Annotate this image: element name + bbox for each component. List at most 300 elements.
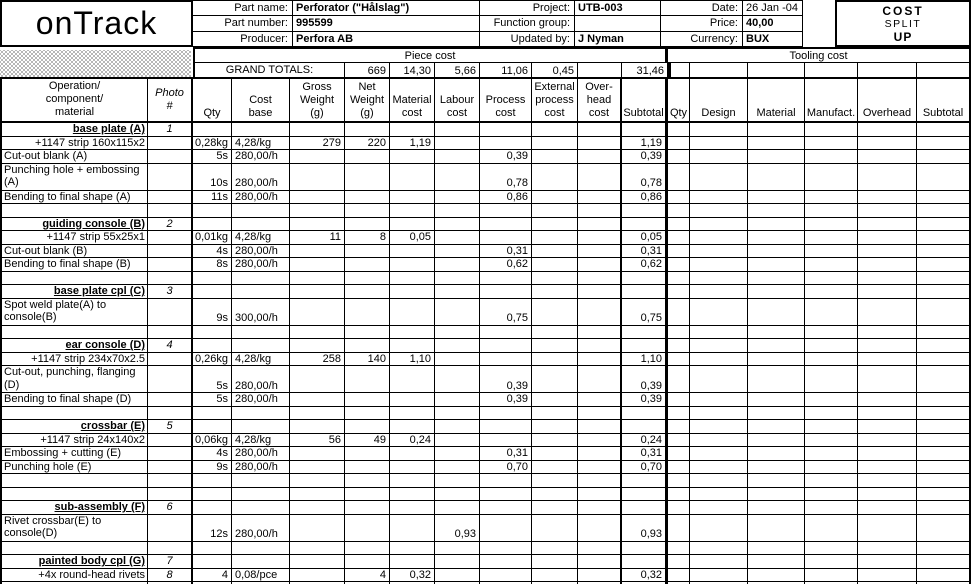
column-header-tmanuf: Manufact. (805, 79, 858, 121)
cell-tdesign (690, 326, 748, 339)
cell-tmat (748, 204, 805, 217)
cell-sub (622, 339, 668, 352)
cell-mat (390, 150, 435, 163)
cell-qty (193, 474, 232, 487)
cell-tmanuf (805, 326, 858, 339)
cell-toh (858, 434, 917, 447)
cell-proc: 0,78 (480, 164, 532, 190)
cell-photo-number: 6 (148, 501, 193, 514)
grand-total-material-cost: 14,30 (390, 63, 435, 77)
cell-net (345, 501, 390, 514)
cell-toh (858, 285, 917, 298)
table-row (0, 501, 971, 515)
cell-toh (858, 515, 917, 541)
cell-photo-number (148, 299, 193, 325)
cell-tmanuf (805, 285, 858, 298)
cell-tqty (668, 447, 690, 460)
cell-mat (390, 204, 435, 217)
cell-tdesign (690, 569, 748, 582)
cell-lab (435, 407, 480, 420)
cell-qty (193, 272, 232, 285)
cell-ext (532, 515, 578, 541)
ontrack-logo (0, 0, 193, 47)
cell-toh (858, 501, 917, 514)
cell-toh (858, 339, 917, 352)
banner-line-split: SPLIT (884, 18, 922, 30)
cell-toh (858, 555, 917, 568)
cell-sub (622, 555, 668, 568)
cell-section-title: crossbar (E) (0, 420, 148, 433)
cell-lab (435, 569, 480, 582)
cell-mat (390, 420, 435, 433)
column-header-base: Cost base (232, 79, 290, 121)
cell-mat (390, 285, 435, 298)
cell-tsub (917, 569, 971, 582)
cell-toh (858, 569, 917, 582)
cell-proc (480, 339, 532, 352)
cell-oh (578, 420, 622, 433)
cell-net (345, 191, 390, 204)
project-value: UTB-003 (575, 1, 661, 16)
cell-oh (578, 204, 622, 217)
table-row (0, 285, 971, 299)
cell-photo-number (148, 191, 193, 204)
cell-operation (0, 474, 148, 487)
cell-operation: Embossing + cutting (E) (0, 447, 148, 460)
cell-net (345, 515, 390, 541)
cell-tdesign (690, 339, 748, 352)
hatched-area (0, 50, 191, 77)
cell-base (232, 285, 290, 298)
cell-gross (290, 366, 345, 392)
cell-tqty (668, 407, 690, 420)
cell-gross (290, 488, 345, 501)
cell-qty: 9s (193, 299, 232, 325)
cell-proc (480, 542, 532, 555)
cell-sub: 0,05 (622, 231, 668, 244)
cell-tmanuf (805, 231, 858, 244)
cell-qty (193, 488, 232, 501)
grand-total-tooling-qty (668, 63, 690, 77)
cell-tmanuf (805, 137, 858, 150)
table-row (0, 393, 971, 407)
cell-tmat (748, 353, 805, 366)
cell-mat: 1,19 (390, 137, 435, 150)
grand-total-labour-cost: 5,66 (435, 63, 480, 77)
cell-section-title: base plate cpl (C) (0, 285, 148, 298)
cell-mat (390, 501, 435, 514)
cell-gross (290, 285, 345, 298)
cell-gross (290, 393, 345, 406)
cell-tmat (748, 191, 805, 204)
cell-toh (858, 461, 917, 474)
cell-gross (290, 204, 345, 217)
cell-tsub (917, 501, 971, 514)
cell-tmanuf (805, 461, 858, 474)
cell-section-title: painted body cpl (G) (0, 555, 148, 568)
cell-qty: 5s (193, 150, 232, 163)
cell-tmanuf (805, 515, 858, 541)
cell-toh (858, 272, 917, 285)
cell-qty (193, 339, 232, 352)
cell-operation: Cut-out blank (B) (0, 245, 148, 258)
table-row (0, 488, 971, 502)
cell-operation (0, 204, 148, 217)
cell-proc (480, 353, 532, 366)
cell-operation (0, 272, 148, 285)
cell-tsub (917, 353, 971, 366)
cell-base: 280,00/h (232, 461, 290, 474)
cell-lab (435, 461, 480, 474)
cell-operation: +1147 strip 55x25x1 (0, 231, 148, 244)
part-info-block (193, 0, 480, 47)
cell-tmat (748, 542, 805, 555)
cell-operation: Bending to final shape (A) (0, 191, 148, 204)
cell-operation: Cut-out, punching, flanging (D) (0, 366, 148, 392)
cell-qty (193, 555, 232, 568)
cell-tmanuf (805, 299, 858, 325)
project-label: Project: (480, 1, 575, 16)
cell-operation: +4x round-head rivets (0, 569, 148, 582)
cell-qty: 0,28kg (193, 137, 232, 150)
cell-tsub (917, 231, 971, 244)
cell-operation: Bending to final shape (D) (0, 393, 148, 406)
cell-tmat (748, 407, 805, 420)
cell-tdesign (690, 447, 748, 460)
cell-net (345, 461, 390, 474)
cell-tdesign (690, 488, 748, 501)
cell-qty: 9s (193, 461, 232, 474)
cell-tqty (668, 191, 690, 204)
cell-tqty (668, 515, 690, 541)
cell-tmat (748, 258, 805, 271)
cell-gross (290, 218, 345, 231)
cell-tsub (917, 164, 971, 190)
grand-total-overhead-cost (578, 63, 622, 77)
producer-value: Perfora AB (293, 32, 480, 47)
cell-lab (435, 137, 480, 150)
column-header-proc: Process cost (480, 79, 532, 121)
grand-total-subtotal: 31,46 (622, 63, 668, 77)
cell-tqty (668, 555, 690, 568)
cell-tdesign (690, 272, 748, 285)
cell-base: 4,28/kg (232, 353, 290, 366)
cell-toh (858, 204, 917, 217)
cell-toh (858, 542, 917, 555)
cell-tsub (917, 258, 971, 271)
cell-toh (858, 393, 917, 406)
table-row (0, 542, 971, 556)
cell-tqty (668, 434, 690, 447)
cell-sub: 0,93 (622, 515, 668, 541)
cell-tdesign (690, 474, 748, 487)
cell-tqty (668, 231, 690, 244)
cell-oh (578, 488, 622, 501)
cell-tmanuf (805, 258, 858, 271)
cell-photo-number (148, 407, 193, 420)
cell-ext (532, 461, 578, 474)
cell-toh (858, 474, 917, 487)
cell-photo-number: 5 (148, 420, 193, 433)
column-header-row (0, 79, 971, 123)
cell-base: 280,00/h (232, 191, 290, 204)
cell-tqty (668, 218, 690, 231)
cell-tdesign (690, 245, 748, 258)
cell-tsub (917, 488, 971, 501)
cell-base (232, 204, 290, 217)
cell-gross: 279 (290, 137, 345, 150)
cell-tmanuf (805, 420, 858, 433)
cell-tsub (917, 285, 971, 298)
cell-gross (290, 272, 345, 285)
cell-oh (578, 434, 622, 447)
cell-operation (0, 488, 148, 501)
cell-toh (858, 231, 917, 244)
cell-tsub (917, 150, 971, 163)
cell-tmat (748, 393, 805, 406)
cell-qty: 12s (193, 515, 232, 541)
cell-ext (532, 272, 578, 285)
cell-mat: 0,05 (390, 231, 435, 244)
cell-gross (290, 326, 345, 339)
cell-tmat (748, 218, 805, 231)
cell-base: 280,00/h (232, 366, 290, 392)
cell-gross (290, 420, 345, 433)
cell-operation: Punching hole (E) (0, 461, 148, 474)
cell-qty: 0,06kg (193, 434, 232, 447)
cell-tmanuf (805, 150, 858, 163)
column-header-tqty: Qty (668, 79, 690, 121)
cell-base: 280,00/h (232, 245, 290, 258)
part-name-label: Part name: (193, 1, 293, 16)
cell-proc (480, 501, 532, 514)
cell-sub (622, 326, 668, 339)
cell-tdesign (690, 461, 748, 474)
cell-tqty (668, 542, 690, 555)
cell-tmanuf (805, 339, 858, 352)
cell-sub (622, 488, 668, 501)
cell-ext (532, 218, 578, 231)
cell-net: 8 (345, 231, 390, 244)
cell-gross (290, 515, 345, 541)
cell-net (345, 123, 390, 136)
cell-tsub (917, 204, 971, 217)
cell-lab (435, 191, 480, 204)
cell-sub (622, 285, 668, 298)
cell-tsub (917, 474, 971, 487)
cell-photo-number (148, 447, 193, 460)
cell-sub (622, 218, 668, 231)
cell-base (232, 339, 290, 352)
cell-gross (290, 299, 345, 325)
cell-base (232, 123, 290, 136)
cell-tsub (917, 191, 971, 204)
cell-tsub (917, 366, 971, 392)
cell-lab (435, 488, 480, 501)
cell-gross (290, 407, 345, 420)
cell-toh (858, 137, 917, 150)
cell-tmat (748, 285, 805, 298)
cell-operation: Punching hole + embossing (A) (0, 164, 148, 190)
cell-oh (578, 123, 622, 136)
cell-lab (435, 501, 480, 514)
cell-ext (532, 123, 578, 136)
cell-tdesign (690, 218, 748, 231)
cell-base: 280,00/h (232, 150, 290, 163)
cell-sub: 0,86 (622, 191, 668, 204)
cell-base (232, 488, 290, 501)
cell-toh (858, 407, 917, 420)
table-row (0, 245, 971, 259)
cell-proc: 0,31 (480, 245, 532, 258)
cell-proc: 0,39 (480, 150, 532, 163)
cell-tmat (748, 231, 805, 244)
cell-tdesign (690, 434, 748, 447)
cell-lab (435, 245, 480, 258)
cell-mat (390, 339, 435, 352)
cell-tqty (668, 353, 690, 366)
table-row (0, 218, 971, 232)
table-row (0, 258, 971, 272)
cell-mat (390, 258, 435, 271)
cell-ext (532, 420, 578, 433)
cell-tmanuf (805, 393, 858, 406)
cell-net (345, 447, 390, 460)
cell-proc: 0,70 (480, 461, 532, 474)
cell-sub (622, 407, 668, 420)
cell-lab (435, 542, 480, 555)
cell-tdesign (690, 407, 748, 420)
cell-operation: +1147 strip 234x70x2.5 (0, 353, 148, 366)
cell-proc (480, 123, 532, 136)
table-row (0, 569, 971, 583)
cell-tsub (917, 420, 971, 433)
cost-table (0, 77, 971, 584)
cell-gross (290, 501, 345, 514)
cell-tmanuf (805, 555, 858, 568)
cell-tsub (917, 407, 971, 420)
cell-tmat (748, 515, 805, 541)
cell-tmanuf (805, 569, 858, 582)
cell-net (345, 299, 390, 325)
cell-gross (290, 569, 345, 582)
cell-sub: 0,75 (622, 299, 668, 325)
cell-toh (858, 258, 917, 271)
grand-total-net-weight: 669 (345, 63, 390, 77)
cell-net (345, 488, 390, 501)
cell-tsub (917, 515, 971, 541)
cell-base: 280,00/h (232, 515, 290, 541)
cell-base: 280,00/h (232, 258, 290, 271)
cell-net (345, 258, 390, 271)
grand-total-external-cost: 0,45 (532, 63, 578, 77)
cell-photo-number (148, 393, 193, 406)
cell-qty: 8s (193, 258, 232, 271)
cell-gross (290, 258, 345, 271)
table-row (0, 164, 971, 191)
cell-proc (480, 137, 532, 150)
cell-mat (390, 272, 435, 285)
cell-tqty (668, 137, 690, 150)
cell-net: 140 (345, 353, 390, 366)
column-header-mat: Material cost (390, 79, 435, 121)
cell-tmanuf (805, 542, 858, 555)
cell-lab (435, 366, 480, 392)
cell-tmanuf (805, 501, 858, 514)
cell-oh (578, 501, 622, 514)
cell-lab (435, 218, 480, 231)
table-row (0, 461, 971, 475)
cell-tqty (668, 164, 690, 190)
cell-ext (532, 285, 578, 298)
cell-photo-number (148, 204, 193, 217)
tooling-cost-band: Tooling cost (668, 47, 971, 63)
cell-net (345, 150, 390, 163)
column-header-photo: Photo # (148, 79, 193, 121)
cell-photo-number (148, 137, 193, 150)
updated-by-value: J Nyman (575, 32, 661, 47)
cell-photo-number (148, 272, 193, 285)
cell-base: 4,28/kg (232, 137, 290, 150)
cell-photo-number: 4 (148, 339, 193, 352)
meta-info-block (661, 0, 803, 47)
cell-lab (435, 474, 480, 487)
table-row (0, 407, 971, 421)
cell-qty (193, 407, 232, 420)
cell-lab (435, 150, 480, 163)
cell-tsub (917, 137, 971, 150)
cell-lab (435, 353, 480, 366)
cell-qty: 0,01kg (193, 231, 232, 244)
currency-value: BUX (743, 32, 803, 47)
cell-mat: 0,32 (390, 569, 435, 582)
grand-total-tooling-manufact (805, 63, 858, 77)
cell-tdesign (690, 231, 748, 244)
cell-tdesign (690, 204, 748, 217)
cell-sub: 0,70 (622, 461, 668, 474)
cell-qty (193, 542, 232, 555)
cell-net (345, 164, 390, 190)
cell-tmat (748, 501, 805, 514)
cell-section-title: sub-assembly (F) (0, 501, 148, 514)
cell-net: 220 (345, 137, 390, 150)
column-header-ext: External process cost (532, 79, 578, 121)
cell-oh (578, 258, 622, 271)
cell-net (345, 204, 390, 217)
column-header-lab: Labour cost (435, 79, 480, 121)
cell-tdesign (690, 150, 748, 163)
cell-photo-number: 2 (148, 218, 193, 231)
cell-tdesign (690, 393, 748, 406)
cell-net (345, 420, 390, 433)
cell-sub: 0,31 (622, 447, 668, 460)
cell-lab (435, 339, 480, 352)
grand-totals-label: GRAND TOTALS: (193, 63, 345, 77)
updated-by-label: Updated by: (480, 32, 575, 47)
cell-photo-number (148, 353, 193, 366)
cell-operation (0, 326, 148, 339)
cell-tqty (668, 123, 690, 136)
cell-gross (290, 164, 345, 190)
cell-toh (858, 191, 917, 204)
cell-tsub (917, 272, 971, 285)
cell-photo-number: 1 (148, 123, 193, 136)
cell-tsub (917, 461, 971, 474)
cell-oh (578, 542, 622, 555)
cell-tdesign (690, 191, 748, 204)
cell-sub: 0,39 (622, 393, 668, 406)
cell-ext (532, 434, 578, 447)
